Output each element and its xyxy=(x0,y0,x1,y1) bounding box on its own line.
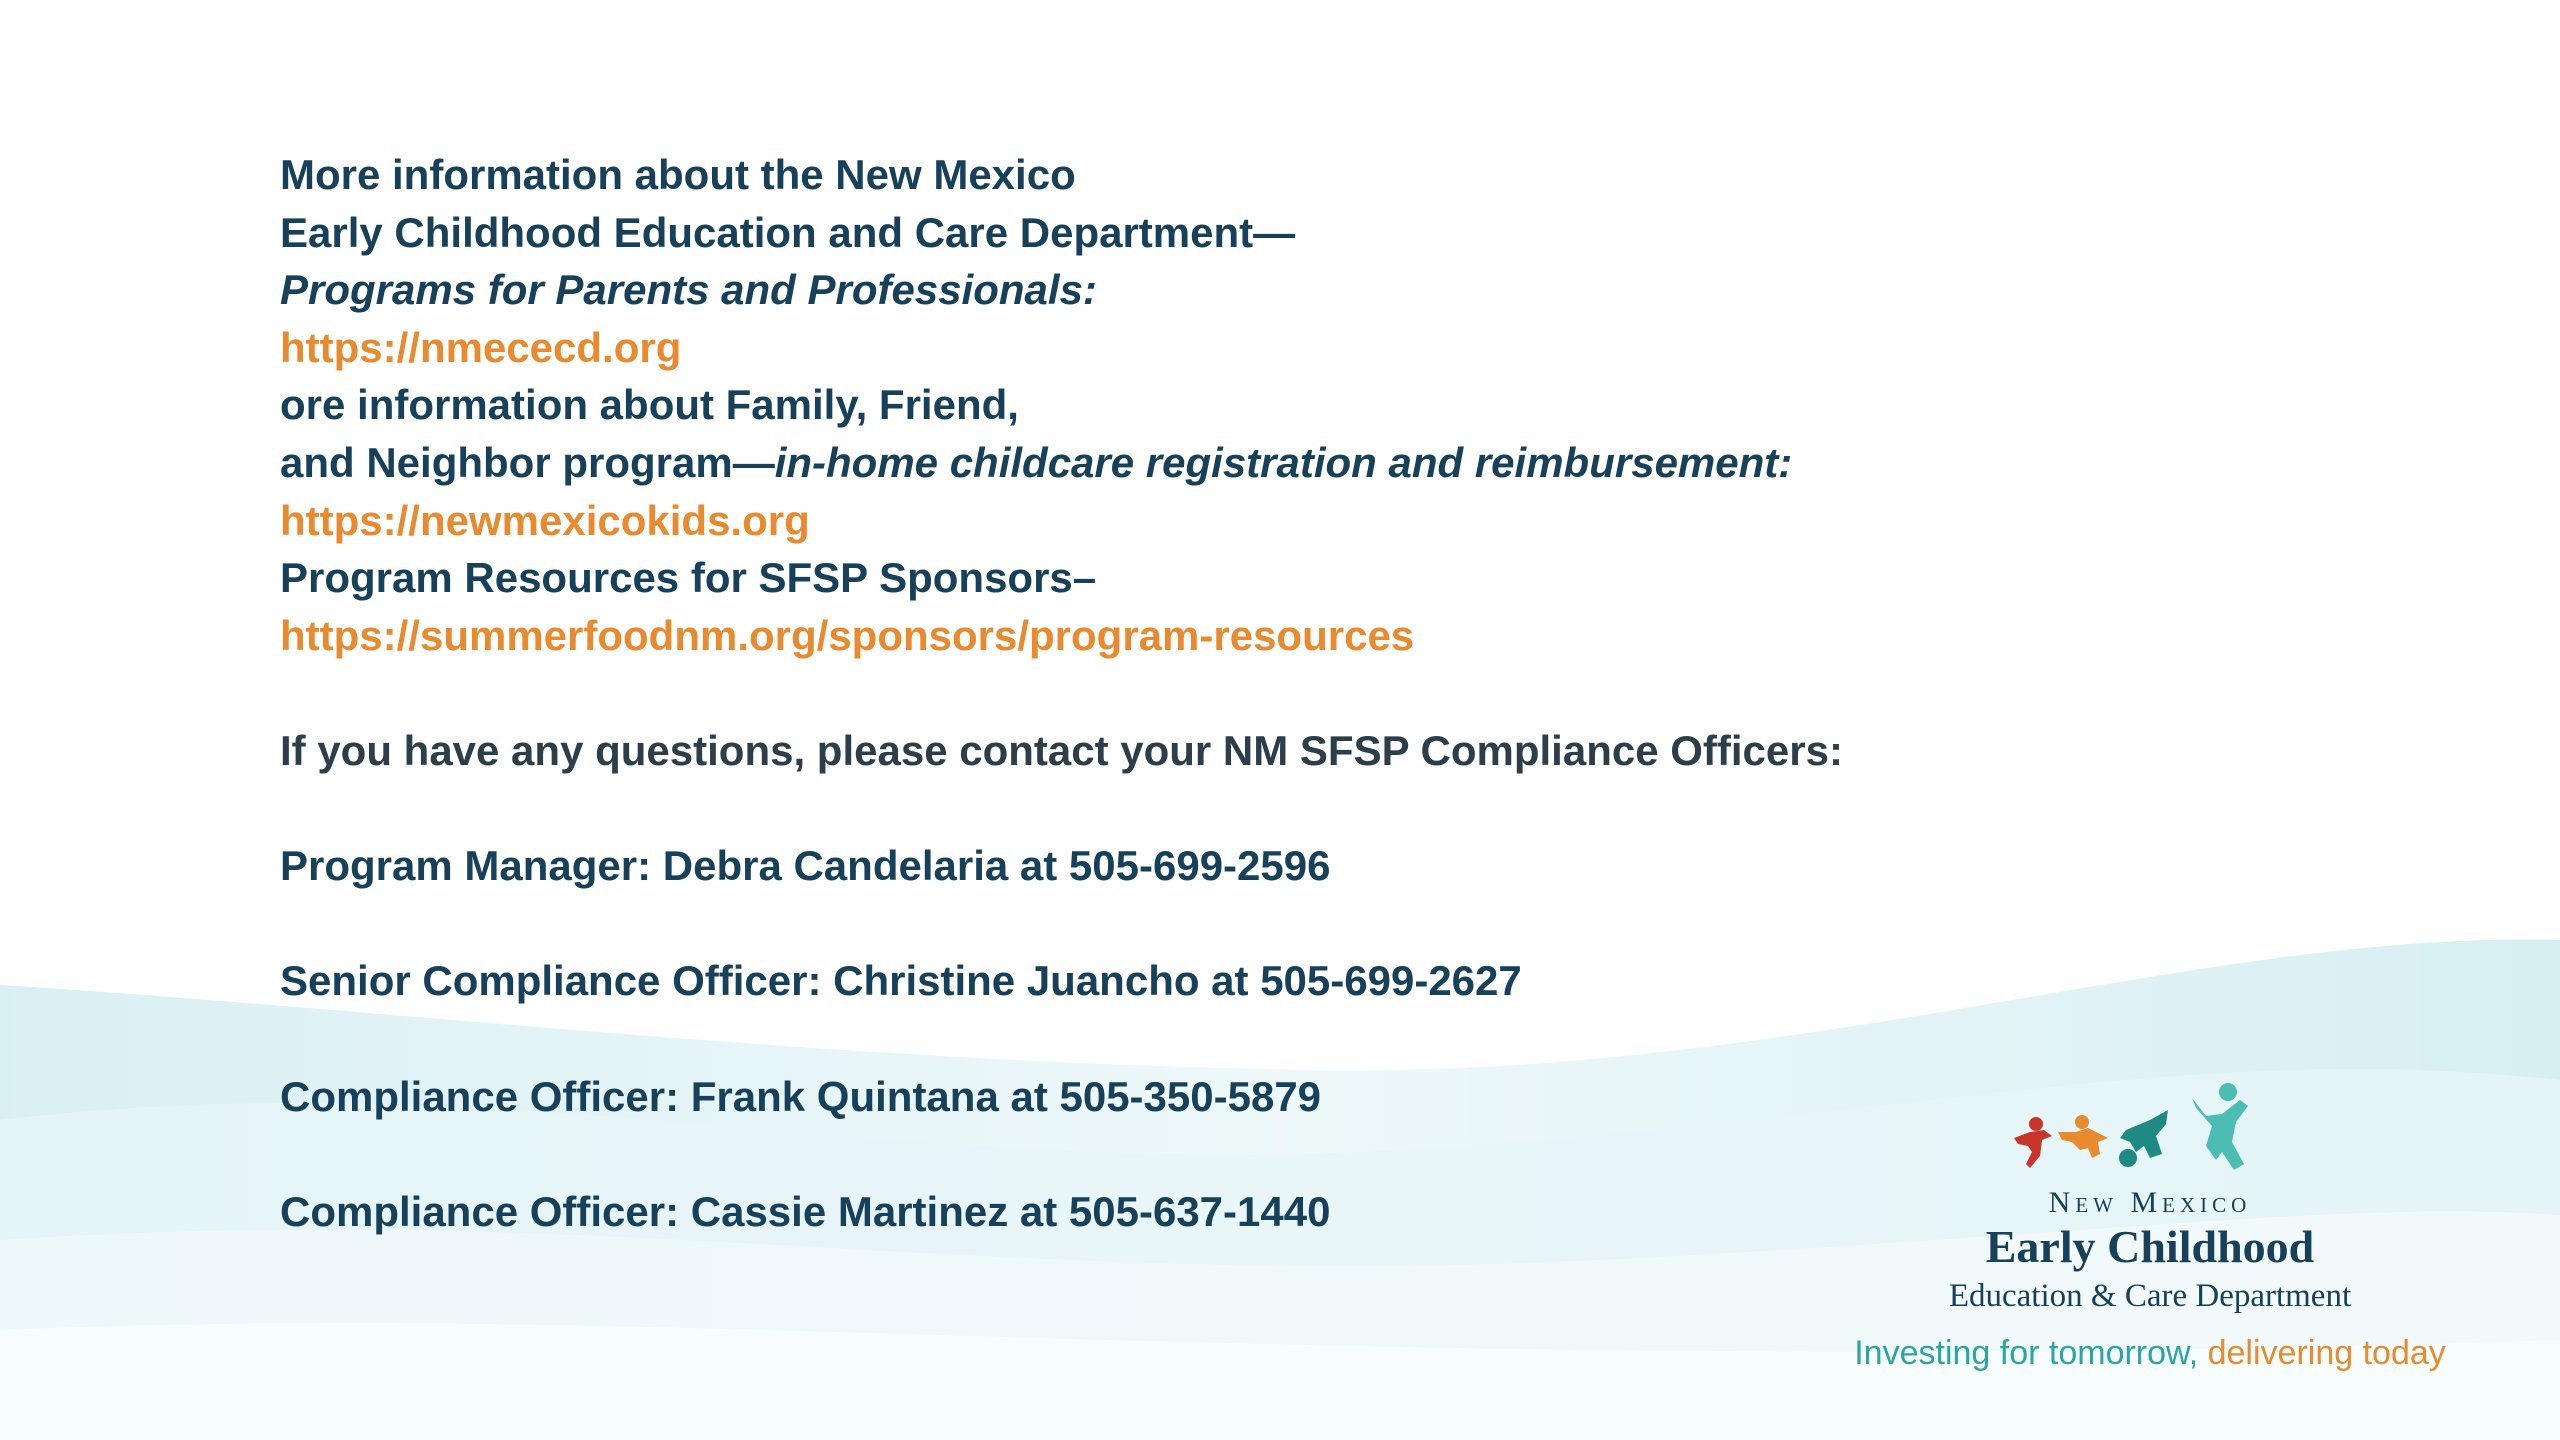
contact-program-manager: Program Manager: Debra Candelaria at 505-699-2596 xyxy=(280,842,1331,890)
tagline-part-2: delivering today xyxy=(2207,1334,2446,1372)
children-figures-icon xyxy=(2000,1080,2300,1180)
intro-line-6: Program Resources for SFSP Sponsors– xyxy=(280,554,1097,602)
summerfood-link[interactable]: https://summerfoodnm.org/sponsors/program-resources xyxy=(280,611,1415,659)
intro-line-5 xyxy=(280,434,2180,492)
intro-line-4: ore information about Family, Friend, xyxy=(280,381,1019,429)
contact-officer-cassie: Compliance Officer: Cassie Martinez at 505-637-1440 xyxy=(280,1187,1331,1235)
newmexicokids-link[interactable]: https://newmexicokids.org xyxy=(280,496,810,544)
intro-line-5-italic: in-home childcare registration and reimbursement: xyxy=(774,438,1793,486)
logo-dept-subname: Education & Care Department xyxy=(1948,1278,2352,1314)
nmececd-link[interactable]: https://nmececd.org xyxy=(280,323,682,371)
question-line: If you have any questions, please contact your NM SFSP Compliance Officers: xyxy=(280,726,1843,774)
department-logo xyxy=(1800,1080,2500,1373)
tagline-part-1: Investing for tomorrow, xyxy=(1854,1334,2199,1372)
contact-officer-frank: Compliance Officer: Frank Quintana at 505-350-5879 xyxy=(280,1072,1322,1120)
logo-state-name: New Mexico xyxy=(2048,1186,2252,1219)
intro-line-2: Early Childhood Education and Care Department— xyxy=(280,208,1296,256)
contact-senior-officer: Senior Compliance Officer: Christine Juancho at 505-699-2627 xyxy=(280,957,1522,1005)
logo-tagline xyxy=(1800,1334,2500,1373)
intro-line-3: Programs for Parents and Professionals: xyxy=(280,266,1097,314)
info-block xyxy=(280,146,2180,1240)
logo-dept-name: Early Childhood xyxy=(1985,1221,2315,1272)
intro-line-1: More information about the New Mexico xyxy=(280,151,1076,198)
intro-line-5-plain: and Neighbor program— xyxy=(280,438,775,486)
